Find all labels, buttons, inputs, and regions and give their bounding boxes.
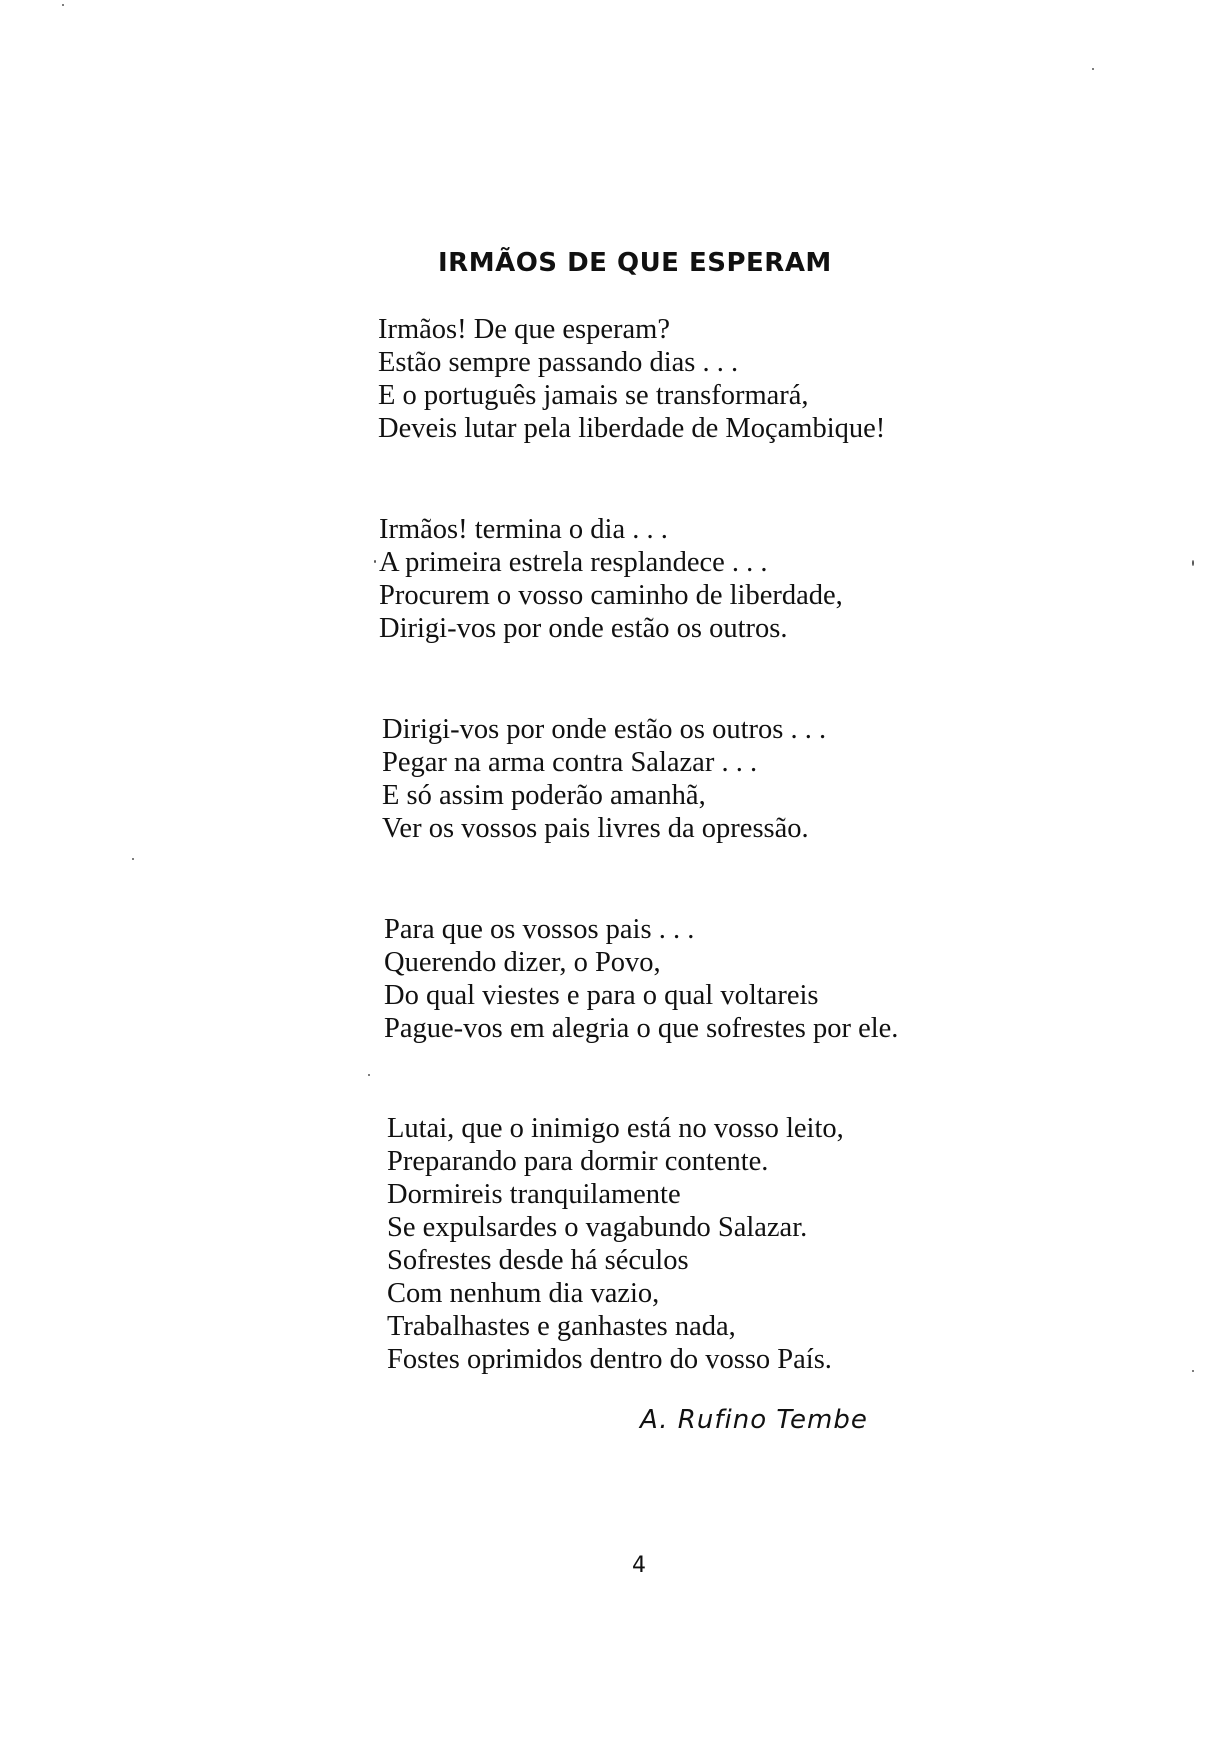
poem-line: A primeira estrela resplandece . . . [379, 547, 768, 578]
poem-line: Preparando para dormir contente. [387, 1146, 769, 1177]
scan-speck [62, 4, 64, 6]
poem-line: Lutai, que o inimigo está no vosso leito, [387, 1113, 844, 1144]
poem-line: Estão sempre passando dias . . . [378, 347, 739, 378]
stanza [378, 313, 885, 445]
poem-line: E o português jamais se transformará, [378, 380, 809, 411]
stanza [384, 913, 898, 1045]
poem-line: Deveis lutar pela liberdade de Moçambique! [378, 413, 886, 444]
poem-line: Com nenhum dia vazio, [387, 1278, 660, 1309]
poem-line: Pegar na arma contra Salazar . . . [382, 747, 758, 778]
scan-speck [1092, 68, 1094, 70]
poem-line: Procurem o vosso caminho de liberdade, [379, 580, 843, 611]
stanza [387, 1112, 844, 1376]
poem-line: Irmãos! termina o dia . . . [379, 514, 668, 545]
poem-line: Dormireis tranquilamente [387, 1179, 681, 1210]
poem-line: Fostes oprimidos dentro do vosso País. [387, 1344, 832, 1375]
poem-line: E só assim poderão amanhã, [382, 780, 706, 811]
poem-line: Do qual viestes e para o qual voltareis [384, 980, 819, 1011]
scan-speck [1192, 560, 1194, 566]
poem-line: Trabalhastes e ganhastes nada, [387, 1311, 736, 1342]
poem-line: Dirigi-vos por onde estão os outros. [379, 613, 788, 644]
poem-line: Sofrestes desde há séculos [387, 1245, 689, 1276]
poem-title: IRMÃOS DE QUE ESPERAM [438, 248, 832, 278]
poem-line: Ver os vossos pais livres da opressão. [382, 813, 809, 844]
poem-line: Para que os vossos pais . . . [384, 914, 695, 945]
scan-speck [374, 560, 376, 563]
scan-speck [132, 858, 134, 860]
stanza [382, 713, 826, 845]
poem-line: Se expulsardes o vagabundo Salazar. [387, 1212, 808, 1243]
scan-speck [368, 1074, 370, 1076]
stanza [379, 513, 843, 645]
scan-speck [1192, 1370, 1194, 1372]
poem-line: Querendo dizer, o Povo, [384, 947, 661, 978]
poem-line: Irmãos! De que esperam? [378, 314, 670, 345]
page-number: 4 [632, 1553, 646, 1578]
poem-line: Dirigi-vos por onde estão os outros . . . [382, 714, 827, 745]
author-signature: A. Rufino Tembe [640, 1405, 868, 1435]
poem-line: Pague-vos em alegria o que sofrestes por ele. [384, 1013, 899, 1044]
